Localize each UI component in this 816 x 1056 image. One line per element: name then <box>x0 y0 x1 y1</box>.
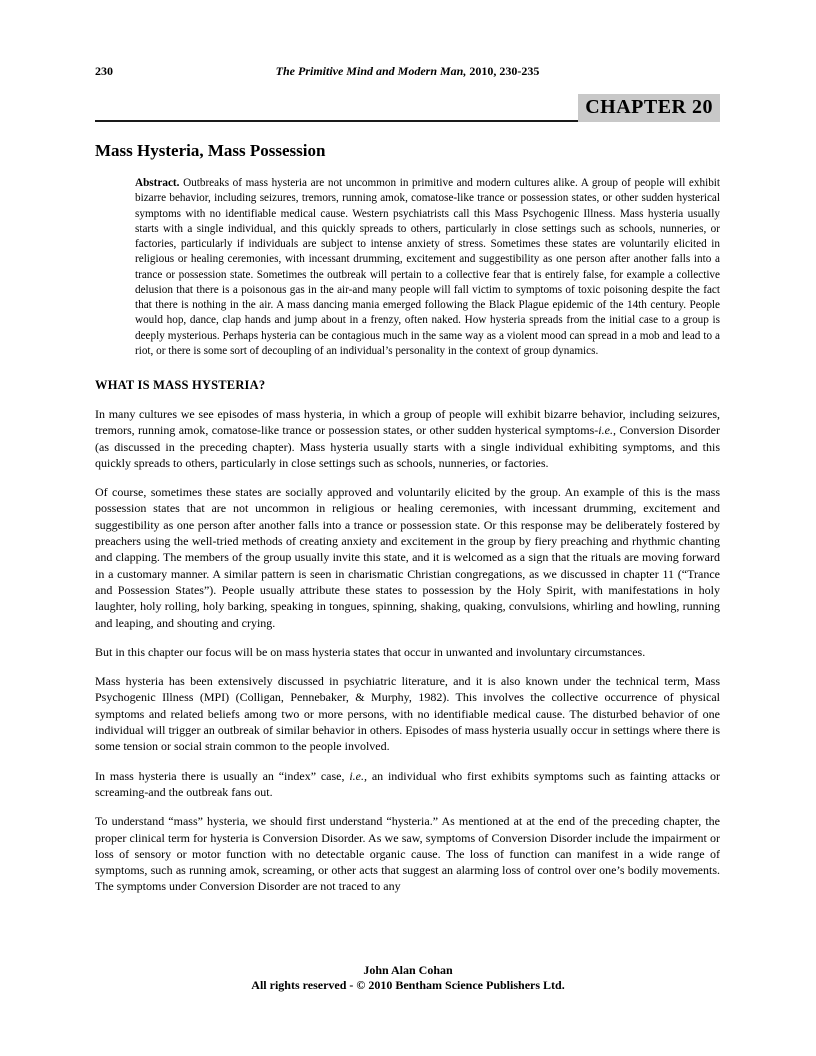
page-title: Mass Hysteria, Mass Possession <box>95 141 326 160</box>
abstract-label: Abstract. <box>135 177 180 189</box>
body-paragraph: But in this chapter our focus will be on mass hysteria states that occur in unwanted and involuntary circumstances. <box>95 644 646 659</box>
running-title-issue: 2010, 230-235 <box>466 64 540 78</box>
footer-author: John Alan Cohan <box>363 963 453 977</box>
section-heading: WHAT IS MASS HYSTERIA? <box>95 378 266 392</box>
running-title-journal: The Primitive Mind and Modern Man, <box>275 64 467 78</box>
body-paragraph: To understand “mass” hysteria, we should first understand “hysteria.” As mentioned at at the end of the preceding chapter, the proper clinical term for hysteria is Conversion Disorder. As we saw, symptoms of Conversion Disorder include the impairment or loss of sensory or motor function with no detectable organic cause. The loss of function can manifest in a wide range of symptoms, such as running amok, screaming, or other acts that suggest an alarming loss of control over one’s bodily movements. The symptoms under Conversion Disorder are not traced to any <box>95 814 720 894</box>
body-text <box>95 406 720 895</box>
abstract <box>135 176 720 359</box>
body-paragraph: In mass hysteria there is usually an “index” case, i.e., an individual who first exhibits symptoms such as fainting attacks or screaming-and the outbreak fans out. <box>95 768 721 799</box>
body-paragraph: Mass hysteria has been extensively discussed in psychiatric literature, and it is also known under the technical term, Mass Psychogenic Illness (MPI) (Colligan, Pennebaker, & Murphy, 1982). This involves the collective occurrence of physical symptoms and related beliefs among two or more persons, with no identifiable medical cause. The disturbed behavior of one individual will trigger an outbreak of similar behavior in others. Episodes of mass hysteria usually occur in settings where there is some tension or social strain common to the people involved. <box>95 674 720 754</box>
footer-rights: All rights reserved - © 2010 Bentham Science Publishers Ltd. <box>251 977 565 992</box>
running-title <box>276 64 540 78</box>
chapter-rule <box>95 94 720 122</box>
chapter-badge: CHAPTER 20 <box>578 94 720 122</box>
abstract-text: Outbreaks of mass hysteria are not uncommon in primitive and modern cultures alike. A group of people will exhibit bizarre behavior, including seizures, tremors, running amok, comatose-like trance or possession states, or other sudden hysterical symptoms with no identifiable medical cause. Western psychiatrists call this Mass Psychogenic Illness. Mass hysteria usually starts with a single individual, and this quickly spreads to others, particularly in close settings such as schools, nunneries, or factories, particularly if individuals are subject to intense anxiety of stress. Sometimes these states are voluntarily elicited in religious or healing ceremonies, with incessant drumming, excitement and suggestibility as one person after another falls into a trance or possession state. Sometimes the outbreak will pertain to a collective fear that is entirely false, for example a collective delusion that there is a poisonous gas in the air-and many people will fall victim to symptoms of toxic poisoning despite the fact that there is nothing in the air. A mass dancing mania emerged following the Black Plague epidemic of the 14th century. People would hop, dance, clap hands and jump about in a frenzy, often naked. How hysteria spreads from the initial case to a group is deeply mysterious. Perhaps hysteria can be contagious much in the same way as a violent mood can spread in a mob and lead to a riot, or there is some sort of decoupling of an individual’s personality in the context of group dynamics. <box>135 177 721 357</box>
page-footer <box>0 963 816 992</box>
page-number: 230 <box>95 64 113 78</box>
running-header <box>95 64 720 79</box>
body-paragraph: Of course, sometimes these states are socially approved and voluntarily elicited by the group. An example of this is the mass possession states that are not uncommon in religious or healing ceremonies, with incessant drumming, excitement and suggestibility as one person after another falls into a trance or possession state. Or this response may be deliberately fostered by preachers using the well-tried methods of creating anxiety and excitement in the group by fiery preaching and rhythmic chanting and clapping. The members of the group usually invite this state, and it is welcomed as a sign that the rituals are moving forward in a customary manner. A similar pattern is seen in charismatic Christian congregations, as we discussed in chapter 11 (“Trance and Possession States”). People usually attribute these states to possession by the Holy Spirit, with manifestations in holy laughter, holy rolling, holy barking, speaking in tongues, spinning, shaking, quaking, convulsions, whirling and howling, running and leaping, and shouting and crying. <box>95 485 720 630</box>
body-paragraph: In many cultures we see episodes of mass hysteria, in which a group of people will exhibit bizarre behavior, including seizures, tremors, running amok, comatose-like trance or possession states, or other sudden hysterical symptoms-i.e., Conversion Disorder (as discussed in the preceding chapter). Mass hysteria usually starts with a single individual exhibiting symptoms, and this quickly spreads to others, particularly in close settings such as schools, nunneries, or factories. <box>95 407 721 470</box>
